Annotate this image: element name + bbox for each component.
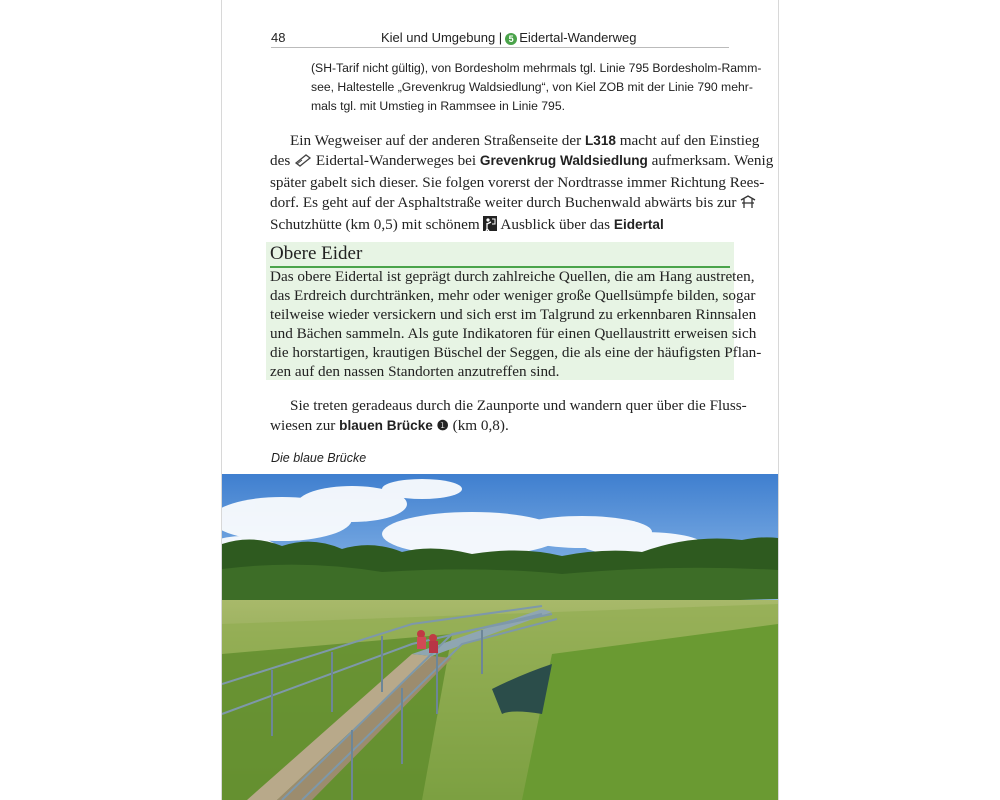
info-box-body <box>270 267 762 381</box>
text-line <box>270 151 774 173</box>
shelter-icon <box>740 195 756 215</box>
page-number: 48 <box>271 30 286 45</box>
info-box <box>266 242 762 380</box>
box-line: das Erdreich durchtränken, mehr oder weniger große Quellsümpfe bilden, sogar <box>270 287 756 304</box>
text-line <box>270 193 737 215</box>
info-line: see, Haltestelle „Grevenkrug Waldsiedlung“, von Kiel ZOB mit der Linie 790 mehr- <box>311 80 753 94</box>
text-line <box>270 215 730 237</box>
bridge-photo <box>222 474 778 800</box>
text-span: dorf. Es geht auf der Asphaltstraße weiter durch Buchenwald abwärts bis zur <box>270 194 737 211</box>
text-line <box>270 416 730 436</box>
info-line: mals tgl. mit Umstieg in Rammsee in Linie 795. <box>311 99 565 113</box>
box-line: und Bächen sammeln. Als gute Indikatoren für einen Quellaustritt erweisen sich <box>270 325 757 342</box>
text-line: Sie treten geradeaus durch die Zaunporte und wandern quer über die Fluss- <box>290 397 747 414</box>
running-head <box>271 27 729 48</box>
text-span: Ein Wegweiser auf der anderen Straßenseite der <box>290 132 582 149</box>
text-span: macht auf den Einstieg <box>619 132 760 149</box>
running-head-title <box>381 30 636 45</box>
transport-info <box>311 59 762 116</box>
book-page <box>221 0 779 800</box>
place-name: Eidertal <box>613 217 664 232</box>
running-head-suffix: Eidertal-Wanderweg <box>519 30 637 45</box>
place-name: Grevenkrug Waldsiedlung <box>479 153 648 168</box>
paragraph-2 <box>270 396 747 436</box>
text-span: Ausblick über das <box>500 216 611 233</box>
text-span: Schutzhütte (km 0,5) mit schönem <box>270 216 480 233</box>
box-line: teilweise wieder versickern und sich erst im Talgrund zu erkennbaren Rinnsalen <box>270 306 757 323</box>
text-line: später gabelt sich dieser. Sie folgen vorerst der Nordtrasse immer Richtung Rees- <box>270 174 765 191</box>
info-box-title: Obere Eider <box>270 244 730 268</box>
waypoint-number: ❶ <box>436 418 449 433</box>
paragraph-1 <box>270 131 774 237</box>
box-line: zen auf den nassen Standorten anzutreffen sind. <box>270 363 560 380</box>
running-head-prefix: Kiel und Umgebung | <box>381 30 503 45</box>
road-name: L318 <box>584 133 616 148</box>
text-span: wiesen zur <box>270 417 336 434</box>
photo-caption: Die blaue Brücke <box>271 451 367 465</box>
signpost-icon <box>294 153 312 173</box>
place-name: blauen Brücke <box>339 418 433 433</box>
text-span: (km 0,8). <box>452 417 509 434</box>
text-span: Eidertal-Wanderweges bei <box>315 152 477 169</box>
text-span: des <box>270 152 291 169</box>
text-line <box>270 131 760 151</box>
text-span: aufmerksam. Wenig <box>651 152 774 169</box>
route-number-icon: 5 <box>505 33 517 45</box>
box-line: die horstartigen, krautigen Büschel der Seggen, die als eine der häufigsten Pflan- <box>270 344 762 361</box>
viewpoint-icon <box>483 216 497 237</box>
info-line: (SH-Tarif nicht gültig), von Bordesholm mehrmals tgl. Linie 795 Bordesholm-Ramm- <box>311 61 762 75</box>
box-line: Das obere Eidertal ist geprägt durch zahlreiche Quellen, die am Hang austreten, <box>270 268 755 285</box>
